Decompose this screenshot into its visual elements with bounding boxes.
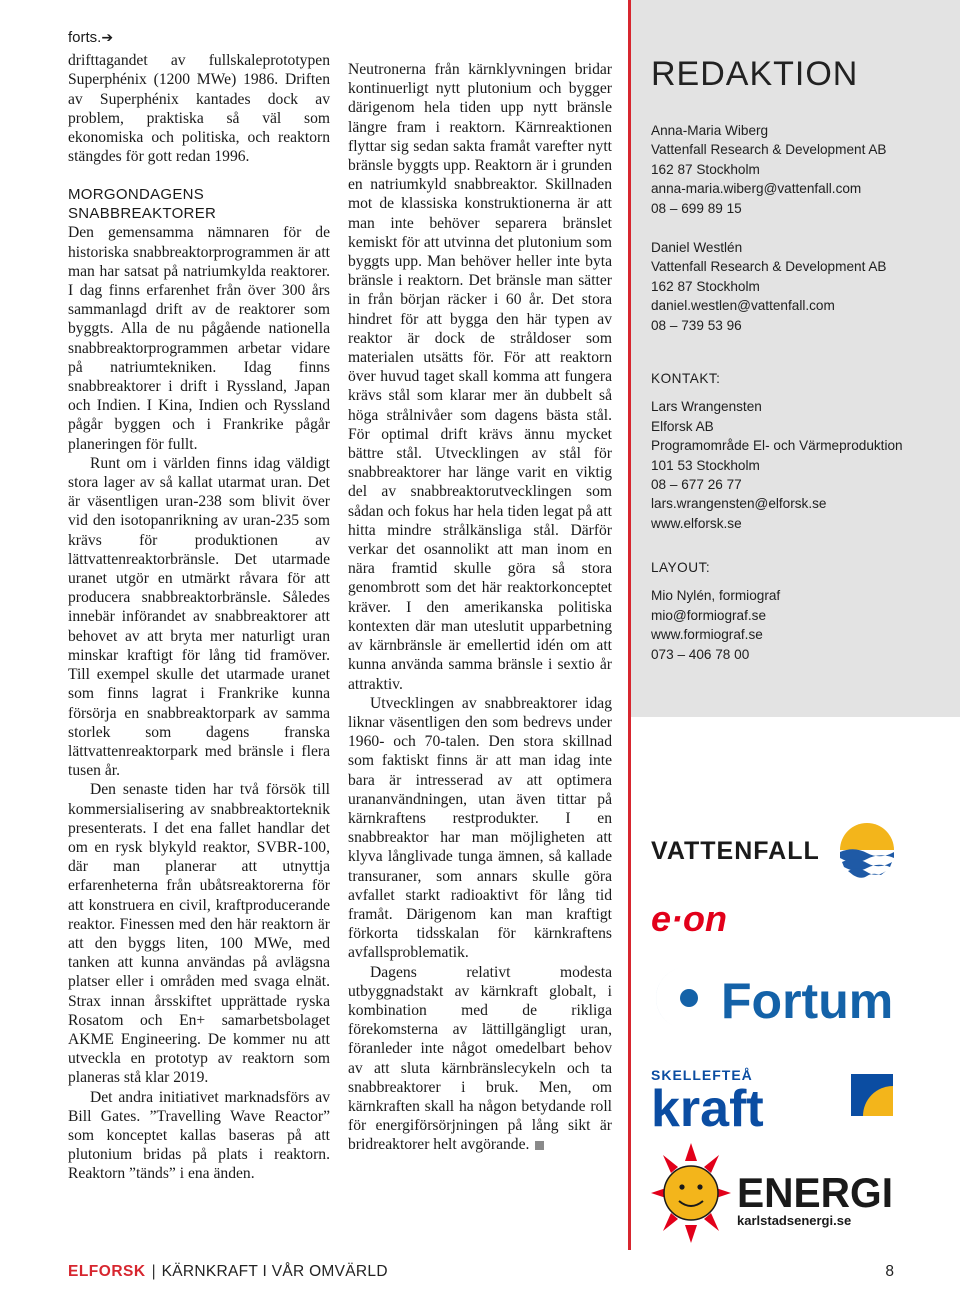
contact-block bbox=[651, 369, 903, 533]
editor-2-block bbox=[651, 238, 887, 335]
fortum-symbol-icon bbox=[656, 967, 718, 1029]
editor-address: 162 87 Stockholm bbox=[651, 161, 760, 177]
section-heading-line: SNABBREAKTORER bbox=[68, 205, 217, 223]
eon-wordmark: e·on bbox=[651, 898, 727, 939]
editor-address: 162 87 Stockholm bbox=[651, 278, 760, 294]
page-number: 8 bbox=[885, 1263, 894, 1280]
editorial-sidebar bbox=[631, 0, 960, 717]
skelleftea-kraft-logo bbox=[651, 1066, 896, 1130]
editor-org: Vattenfall Research & Development AB bbox=[651, 142, 887, 158]
eon-logo bbox=[651, 897, 751, 943]
smiling-sun-icon bbox=[651, 1143, 731, 1243]
footer-separator: | bbox=[151, 1263, 156, 1280]
kraft-sun-icon bbox=[851, 1074, 896, 1130]
paragraph-text: Dagens relativt modesta utbyggnadstakt av kärnkraft globalt, i kombination med de rikliga förekomsterna av lättillgängligt uran, föranleder inte något omedelbart behov av att sluta kärnbränslecykeln och ta snabbreaktorer i bruk. Men, om kärnkraften skall ha någon betydande roll för energiförsörjningen på lång sikt är bridreaktorer helt avgörande. bbox=[348, 963, 612, 1154]
arrow-right-icon: ➔ bbox=[101, 29, 114, 45]
vattenfall-logo bbox=[651, 822, 896, 878]
paragraph: Den gemensamma nämnaren för de historiska snabbreaktorprogrammen är att man har satsat på natriumkylda reaktorer. I dag finns erfarenhet från över 300 års sammanlagd drift av de reaktorer som byggts. Alla de nu pågående nationella snabbreaktorprogrammen arbetar vidare på natriumtekniken. Idag finns snabbreaktorer i drift i Ryssland, Japan och Indien. I Kina, Indien och Ryssland pågår byggen och i Frankrike pågår planeringen för fullt. bbox=[68, 224, 330, 453]
vattenfall-sun-icon bbox=[840, 823, 894, 878]
section-heading-line: MORGONDAGENS bbox=[68, 186, 205, 204]
editor-phone: 08 – 699 89 15 bbox=[651, 200, 742, 216]
energi-wordmark: ENERGI bbox=[737, 1169, 893, 1216]
end-mark-icon bbox=[535, 1141, 544, 1150]
section-heading bbox=[68, 185, 330, 223]
continued-label bbox=[68, 28, 330, 47]
article-column-2 bbox=[348, 60, 612, 1155]
editor-org: Vattenfall Research & Development AB bbox=[651, 259, 887, 275]
layout-web-link[interactable]: www.formiograf.se bbox=[651, 627, 763, 643]
article-column-1 bbox=[68, 28, 330, 1184]
editor-email-link[interactable]: anna-maria.wiberg@vattenfall.com bbox=[651, 181, 862, 197]
editor-1-block bbox=[651, 121, 887, 218]
paragraph bbox=[348, 963, 612, 1155]
paragraph: drifttagandet av fullskaleprototypen Superphénix (1200 MWe) 1986. Driften av Superphénix kantades dock av problem, praktiska så väl som ekonomiska och politiska, och reaktorn stängdes för gott redan 1996. bbox=[68, 52, 330, 166]
kraft-wordmark: kraft bbox=[651, 1080, 764, 1130]
footer-brand: ELFORSK bbox=[68, 1263, 146, 1280]
forts-text: forts. bbox=[68, 29, 102, 46]
paragraph: Runt om i världen finns idag väldigt stora lager av så kallat utarmat uran. Det är väsentligen uran-238 som blivit över vid den isotopanrikning av uran-235 som krävs för produktionen av lättvattenreaktorbränsle. Det utarmade uranet utgör en utmärkt råvara för att producera snabbreaktorbränsle. Således innebär införandet av snabbreaktorer att behovet av att bryta mer naturligt uran minskar kraftigt för lång tid framöver. Till exempel skulle det utarmade uranet som finns lagrat i Frankrike kunna försörja en snabbreaktorpark av samma storlek som dagens franska lättvattenreaktorpark med bränsle i flera tusen år. bbox=[68, 454, 330, 780]
paragraph: Neutronerna från kärnklyvningen bridar kontinuerligt nytt plutonium och bygger därigenom hela tiden upp nytt bränsle längre fram i reaktorn. Kärnreaktionen flyttar sig sedan sakta framåt varefter nytt bränsle byggts upp. Reaktorn är i grunden en natriumkyld snabbreaktor. Skillnaden mot de klassiska konstruktionerna är att man inte behöver separera bränslet kemiskt för att utvinna det plutonium som byggts upp. Man behöver heller inte byta bränsle i reaktorn. Det bränsle man sätter in från början räcker i 60 år. Det stora hindret för att bygga den här typen av reaktor är dock de stråldoser som materialen utsätts för. För att reaktorn över huvud taget skall komma att fungera krävs stål som klarar mer än dubbelt så höga strålnivåer som dagens bästa stål. För optimal drift krävs ännu mycket bättre stål. Utvecklingen av stål för snabbreaktorer har länge varit en viktig del av snabbreaktorutvecklingen som sådan och fokus har hela tiden legat på att hitta mindre strålkänsliga stål. Därför verkar det osannolikt att man inom en nära framtid skulle göra så stora genombrott som det här reaktorkonceptet kräver. I den amerikanska politiska kontexten där man uteslutit upparbetning av kärnbränsle är emellertid idén om att kunna använda samma bränsle i sextio år attraktiv. bbox=[348, 61, 612, 693]
karlstads-energi-logo bbox=[651, 1143, 896, 1243]
editor-email-link[interactable]: daniel.westlen@vattenfall.com bbox=[651, 298, 835, 314]
energi-url: karlstadsenergi.se bbox=[737, 1213, 852, 1228]
editor-name: Daniel Westlén bbox=[651, 240, 743, 255]
contact-name: Lars Wrangensten bbox=[651, 399, 762, 415]
contact-phone: 08 – 677 26 77 bbox=[651, 477, 742, 493]
layout-block bbox=[651, 558, 780, 664]
contact-dept: Programområde El- och Värmeproduktion bbox=[651, 438, 903, 454]
editor-name: Anna-Maria Wiberg bbox=[651, 123, 769, 138]
layout-email-link[interactable]: mio@formiograf.se bbox=[651, 607, 767, 623]
contact-email-link[interactable]: lars.wrangensten@elforsk.se bbox=[651, 496, 827, 512]
fortum-wordmark: Fortum bbox=[721, 973, 894, 1029]
sidebar-title: REDAKTION bbox=[651, 55, 859, 93]
skelleftea-wordmark: SKELLEFTEÅ bbox=[651, 1067, 753, 1083]
contact-address: 101 53 Stockholm bbox=[651, 457, 760, 473]
layout-label: LAYOUT: bbox=[651, 560, 711, 575]
contact-label: KONTAKT: bbox=[651, 371, 721, 386]
page-footer bbox=[68, 1263, 894, 1291]
layout-name: Mio Nylén, formiograf bbox=[651, 588, 781, 604]
fortum-logo bbox=[651, 963, 896, 1033]
paragraph: Det andra initiativet marknadsförs av Bill Gates. ”Travelling Wave Reactor” som konceptet kallas baseras på att plutonium bridas på plats i reaktorn. Reaktorn ”tänds” i ena änden. bbox=[68, 1088, 330, 1183]
contact-web-link[interactable]: www.elforsk.se bbox=[651, 515, 742, 531]
paragraph: Utvecklingen av snabbreaktorer idag liknar väsentligen den som bedrevs under 1960- och 70-talen. Den stora skillnad som faktiskt finns är att man idag inte bara är intresserad av att optimera urananvändningen, utan även tittar på kärnkraftens restprodukter. I en snabbreaktor har man möjligheten att klyva långlivade tunga ämnen, så kallade transuraner, som annars skulle göra avfallet starkt radioaktivt för lång tid framåt. Därigenom kan man kraftigt förkorta tidsskalan för kärnkraftens avfallsproblematik. bbox=[348, 694, 612, 962]
footer-section-title: KÄRNKRAFT I VÅR OMVÄRLD bbox=[161, 1263, 388, 1280]
editor-phone: 08 – 739 53 96 bbox=[651, 317, 742, 333]
vattenfall-wordmark: VATTENFALL bbox=[651, 837, 820, 865]
paragraph: Den senaste tiden har två försök till kommersialisering av snabbreaktorteknik presenterats. I det ena fallet handlar det om en rysk blykyld reaktor, SVBR-100, där man planerar att utnyttja erfarenheterna från ubåtsreaktorerna för att konstruera en civil, kraftproducerande reaktor. Finessen med den här reaktorn är att den byggs liten, 100 MWe, med tanken att kunna användas på avlägsna platser eller i områden med svaga elnät. Strax innan årsskiftet upprättade ryska Rosatom och En+ samarbetsbolaget AKME Engineering. De kommer nu att utveckla en prototyp av reaktorn som planeras stå klar 2019. bbox=[68, 781, 330, 1087]
contact-org: Elforsk AB bbox=[651, 418, 714, 434]
layout-phone: 073 – 406 78 00 bbox=[651, 646, 750, 662]
